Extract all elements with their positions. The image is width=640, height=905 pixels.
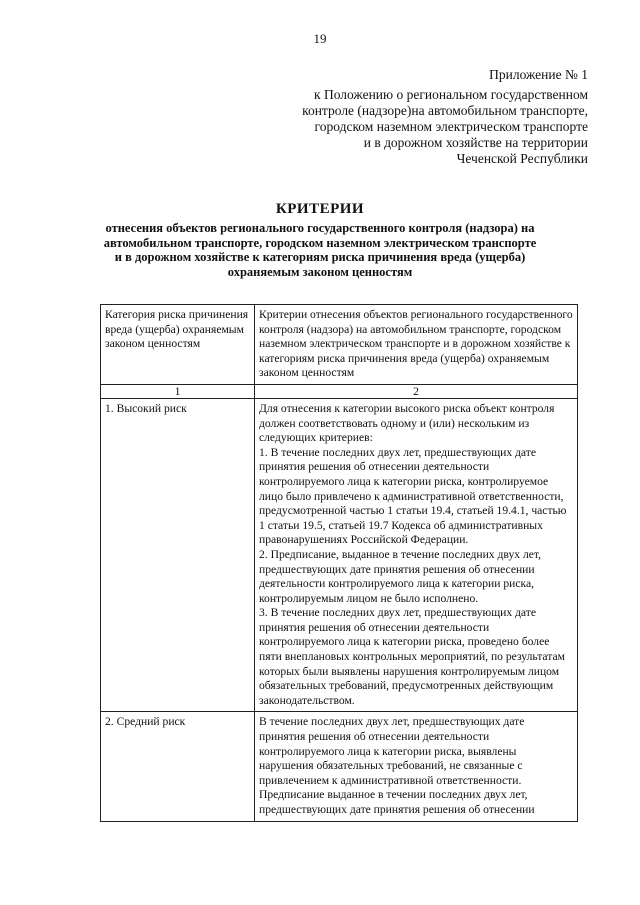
- appendix-block: [302, 67, 588, 167]
- criteria-paragraph: В течение последних двух лет, предшествующих дате принятия решения об отнесении деятельности контролируемого лица к категории риска, выявлены нарушения обязательных требований, не связанные с привлечением к административной ответственности.: [259, 715, 525, 787]
- table-row: [101, 398, 578, 711]
- appendix-title: Приложение № 1: [489, 67, 588, 82]
- header-category: Категория риска причинения вреда (ущерба) охраняемым законом ценностям: [101, 305, 255, 385]
- header-criteria: Критерии отнесения объектов регионального государственного контроля (надзора) на автомобильном транспорте, городском наземном электрическом транспорте и в дорожном хозяйстве к категориям риска причинения вреда (ущерба) охраняемым законом ценностям: [255, 305, 578, 385]
- criteria-paragraph: 2. Предписание, выданное в течение последних двух лет, предшествующих дате принятия решения об отнесении деятельности контролируемого лица к категории риска, контролируемым лицом не было исполнено.: [259, 547, 541, 605]
- appendix-line: Чеченской Республики: [456, 151, 588, 166]
- table-row: [101, 712, 578, 821]
- criteria-medium-risk: [255, 712, 578, 821]
- criteria-paragraph: 3. В течение последних двух лет, предшествующих дате принятия решения об отнесении деятельности контролируемого лица к категории риска, проведено более пяти внеплановых контрольных мероприятий, по результатам которых были выявлены нарушения контролируемым лицом обязательных требований, предусмотренных действующим законодательством.: [259, 606, 565, 707]
- appendix-line: и в дорожном хозяйстве на территории: [363, 135, 588, 150]
- document-subtitle: отнесения объектов регионального государственного контроля (надзора) на автомобильном транспорте, городском наземном электрическом транспорте и в дорожном хозяйстве к категориям риска причинения вреда (ущерба) охраняемым законом ценностям: [103, 221, 537, 279]
- criteria-high-risk: [255, 398, 578, 711]
- criteria-paragraph: 1. В течение последних двух лет, предшествующих дате принятия решения об отнесении деятельности контролируемого лица к категории риска, контролируемое лицо было привлечено к административной ответственности, предусмотренной частью 1 статьи 19.4, статьей 19.4.1, частью 1 статьи 19.5, статьей 19.7 Кодекса об административных правонарушениях Российской Федерации.: [259, 445, 567, 547]
- column-number-1: 1: [101, 384, 255, 398]
- category-medium-risk: 2. Средний риск: [101, 712, 255, 821]
- criteria-paragraph: Для отнесения к категории высокого риска объект контроля должен соответствовать одному и (или) нескольким из следующих критериев:: [259, 401, 555, 445]
- appendix-line: к Положению о региональном государственном: [314, 87, 588, 102]
- appendix-line: контроле (надзоре)на автомобильном транспорте,: [302, 103, 588, 118]
- criteria-paragraph: Предписание выданное в течении последних двух лет, предшествующих дате принятия решения об отнесении: [259, 788, 535, 816]
- appendix-line: городском наземном электрическом транспорте: [314, 119, 588, 134]
- document-title: КРИТЕРИИ: [275, 201, 365, 217]
- table-header-row: [101, 305, 578, 385]
- category-high-risk: 1. Высокий риск: [101, 398, 255, 711]
- criteria-table: [100, 304, 578, 822]
- column-number-2: 2: [255, 384, 578, 398]
- table-number-row: [101, 384, 578, 398]
- page-number: 19: [313, 31, 327, 46]
